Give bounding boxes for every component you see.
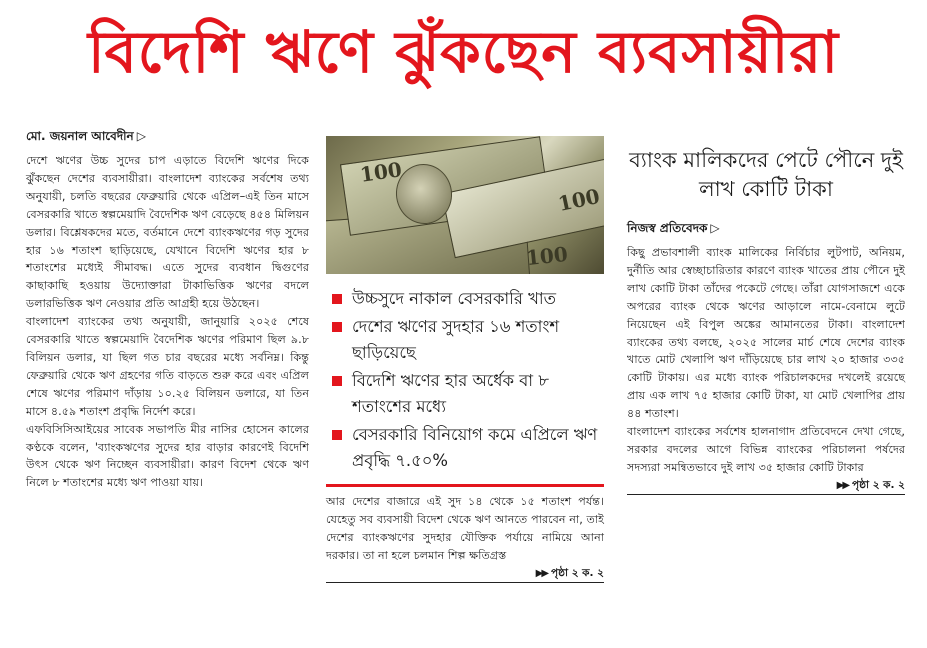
red-divider (326, 484, 604, 487)
lead-byline (26, 128, 309, 148)
side-article (627, 132, 905, 495)
lead-paragraph: এফবিসিসিআইয়ের সাবেক সভাপতি মীর নাসির হোসেন কালের কণ্ঠকে বলেন, 'ব্যাংকঋণের সুদের হার বাড়ার কারণেই বিদেশি উৎস থেকে ঋণ নিচ্ছেন ব্যবসায়ীরা। কারণ বিদেশ থেকে ঋণ নিলে ৮ শতাংশের মধ্যে ঋণ পাওয়া যায়। (26, 422, 309, 490)
side-headline: ব্যাংক মালিকদের পেটে পৌনে দুই লাখ কোটি টাকা (629, 148, 903, 201)
continuation-link[interactable]: ▶▶ পৃষ্ঠা ২ ক. ২ (627, 477, 905, 495)
side-byline (627, 220, 905, 240)
triangle-marker-icon: ▷ (136, 129, 146, 143)
side-paragraph: কিছু প্রভাবশালী ব্যাংক মালিকের নির্বিচার লুটপাট, অনিয়ম, দুর্নীতি আর স্বেচ্ছাচারিতার কারণে ব্যাংক খাতের প্রায় পৌনে দুই লাখ কোটি টাকা তাঁদের পকেটে গেছে। তাঁরা যোগসাজশে একে অপরের ব্যাংক থেকে ঋণের আড়ালে নামে-বেনামে লুটে নিয়েছেন এই বিপুল অঙ্কের আমানতের টাকা। বাংলাদেশ ব্যাংকের তথ্য বলছে, ২০২৫ সালের মার্চ শেষে দেশের ব্যাংক খাতে মোট খেলাপি ঋণ দাঁড়িয়েছে চার লাখ ২০ হাজার ৩৩৫ কোটি টাকায়। এর মধ্যে ব্যাংক পরিচালকদের দখলেই রয়েছে প্রায় এক লাখ ৭৫ হাজার কোটি টাকা, যা মোট খেলাপির প্রায় ৪৪ শতাংশ। (627, 246, 905, 421)
highlight-item: বেসরকারি বিনিয়োগ কমে এপ্রিলে ঋণ প্রবৃদ্ধি ৭.৫০% (328, 422, 604, 474)
red-square-bullet-icon (332, 430, 342, 440)
double-arrow-icon: ▶▶ (836, 479, 849, 491)
us-dollar-banknotes-photo: 100 100 100 (326, 136, 604, 274)
highlight-item: দেশের ঋণের সুদহার ১৬ শতাংশ ছাড়িয়েছে (328, 314, 604, 366)
lead-paragraph: দেশে ঋণের উচ্চ সুদের চাপ এড়াতে বিদেশি ঋণের দিকে ঝুঁকছেন দেশের ব্যবসায়ীরা। বাংলাদেশ ব্যাংকের সর্বশেষ তথ্য অনুযায়ী, চলতি বছরের ফেব্রুয়ারি থেকে এপ্রিল–এই তিন মাসে বেসরকারি খাতে স্বল্পমেয়াদি বৈদেশিক ঋণ বেড়েছে ৪৫৪ মিলিয়ন ডলার। বিশ্লেষকদের মতে, বর্তমানে দেশে ব্যাংকঋণের গড় সুদের হার ১৬ শতাংশ ছাড়িয়েছে, যেখানে বিদেশি ঋণের হার ৮ শতাংশের মধ্যেই সীমাবদ্ধ। এতে সুদের ব্যবধান দ্বিগুণের কাছাকাছি হওয়ায় উদ্যোক্তারা টাকাভিত্তিক ঋণের বদলে ডলারভিত্তিক ঋণ নেওয়ার প্রতি আগ্রহী হয়ে উঠছেন। (26, 154, 309, 311)
main-headline: বিদেশি ঋণে ঝুঁকছেন ব্যবসায়ীরা (87, 18, 840, 86)
highlight-item: বিদেশি ঋণের হার অর্ধেক বা ৮ শতাংশের মধ্যে (328, 368, 604, 420)
triangle-marker-icon: ▷ (710, 221, 720, 235)
lead-paragraph: বাংলাদেশ ব্যাংকের তথ্য অনুযায়ী, জানুয়ারি ২০২৫ শেষে বেসরকারি খাতে স্বল্পমেয়াদি বৈদেশিক ঋণের পরিমাণ ছিল ৯.৮ বিলিয়ন ডলার, যা ছিল গত চার বছরের মধ্যে সর্বনিম্ন। কিন্তু ফেব্রুয়ারি থেকে ঋণ গ্রহণের গতি বাড়তে শুরু করে এবং এপ্রিল শেষে ঋণের পরিমাণ দাঁড়ায় ১০.২৫ বিলিয়ন ডলারে, যা তিন মাসে ৪.৫৯ শতাংশ প্রবৃদ্ধি নির্দেশ করে। (26, 315, 309, 418)
highlight-list (326, 286, 604, 474)
highlight-item: উচ্চসুদে নাকাল বেসরকারি খাত (328, 286, 604, 312)
red-square-bullet-icon (332, 294, 342, 304)
middle-body: আর দেশের বাজারে এই সুদ ১৪ থেকে ১৫ শতাংশ পর্যন্ত। যেহেতু সব ব্যবসায়ী বিদেশ থেকে ঋণ আনতে পারবেন না, তাই দেশের ব্যাংকঋণের সুদহার যৌক্তিক পর্যায়ে নামিয়ে আনা দরকার। তা না হলে চলমান শিল্প ক্ষতিগ্রস্ত (326, 495, 604, 562)
red-square-bullet-icon (332, 322, 342, 332)
highlights-column (326, 132, 604, 583)
red-square-bullet-icon (332, 376, 342, 386)
author-name: মো. জয়নাল আবেদীন (26, 129, 134, 143)
side-body (627, 244, 905, 477)
double-arrow-icon: ▶▶ (535, 567, 548, 579)
side-paragraph: বাংলাদেশ ব্যাংকের সর্বশেষ হালনাগাদ প্রতিবেদনে দেখা গেছে, সরকার বদলের আগে বিভিন্ন ব্যাংকের পরিচালনা পর্ষদের সদস্যরা সমন্বিতভাবে দুই লাখ ৩৫ হাজার কোটি টাকার (627, 425, 905, 474)
lead-body (26, 152, 309, 492)
reporter-name: নিজস্ব প্রতিবেদক (627, 221, 708, 235)
continuation-link[interactable]: ▶▶ পৃষ্ঠা ২ ক. ২ (326, 565, 604, 583)
lead-article (26, 128, 309, 492)
